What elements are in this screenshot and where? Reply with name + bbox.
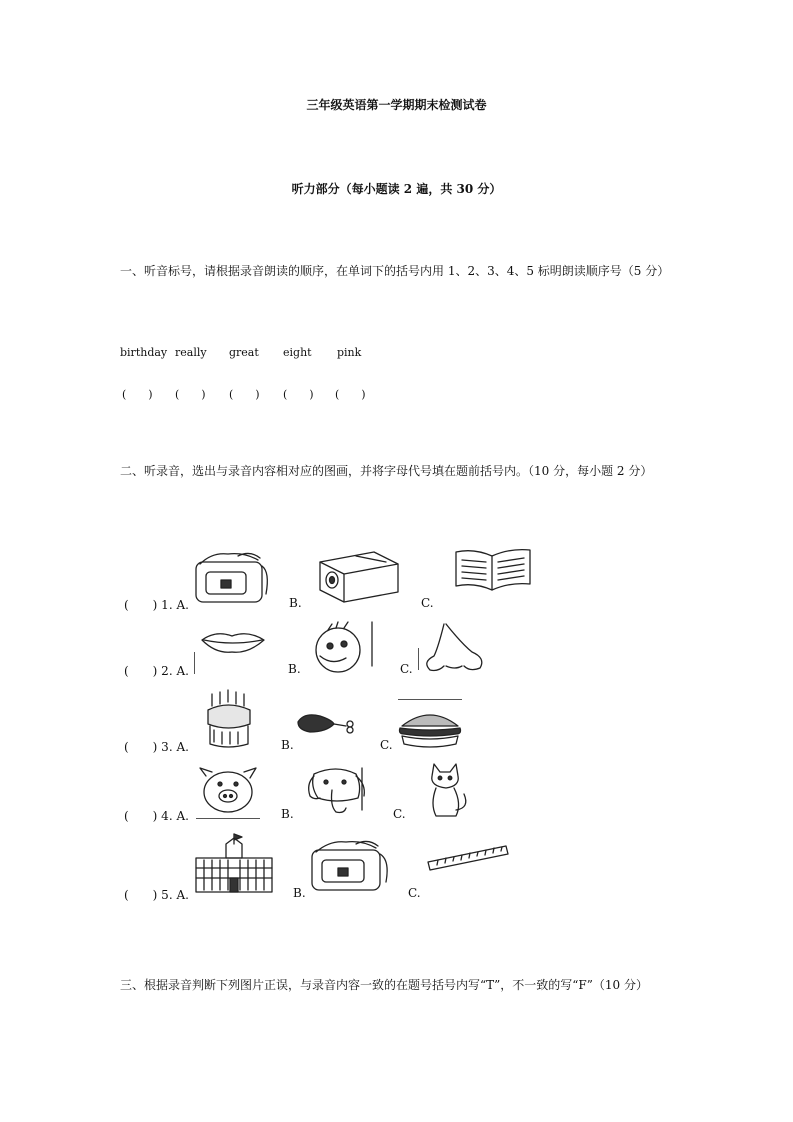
frame-line (194, 652, 195, 674)
question-label: ( ) 5. A. (124, 888, 189, 902)
listening-header: 听力部分（每小题读 2 遍，共 30 分） (291, 182, 502, 196)
frame-line (398, 699, 462, 700)
frame-line (196, 818, 260, 819)
option-b-label: B. (281, 738, 294, 752)
question-label: ( ) 4. A. (124, 809, 189, 823)
frame-line (418, 648, 419, 670)
answer-bracket[interactable]: ( ) (175, 388, 206, 401)
cat-icon (420, 762, 472, 820)
question-label: ( ) 1. A. (124, 598, 189, 612)
word-item: pink (337, 346, 362, 359)
word-item: birthday (120, 346, 168, 359)
book-icon (452, 546, 534, 594)
schoolbag-icon (192, 550, 272, 606)
section1-instruction: 一、听音标号，请根据录音朗读的顺序，在单词下的括号内用 1、2、3、4、5 标明朗读顺序号（5 分） (120, 264, 670, 278)
answer-bracket[interactable]: ( ) (335, 388, 366, 401)
option-c-label: C. (421, 596, 434, 610)
section3-instruction: 三、根据录音判断下列图片正误，与录音内容一致的在题号括号内写“T”，不一致的写“F”（10 分） (120, 978, 648, 992)
pig-icon (198, 766, 258, 816)
answer-bracket[interactable]: ( ) (283, 388, 314, 401)
answer-bracket[interactable]: ( ) (229, 388, 260, 401)
option-b-label: B. (293, 886, 306, 900)
option-c-label: C. (408, 886, 421, 900)
schoolbag-icon (308, 838, 392, 894)
chicken-leg-icon (296, 710, 356, 736)
pencil-sharpener-icon (316, 546, 402, 606)
option-b-label: B. (289, 596, 302, 610)
hamburger-icon (396, 704, 464, 750)
section2-instruction: 二、听录音，选出与录音内容相对应的图画，并将字母代号填在题前括号内。（10 分，每小题 2 分） (120, 464, 653, 478)
ruler-icon (426, 844, 510, 874)
option-b-label: B. (288, 662, 301, 676)
word-item: really (175, 346, 207, 359)
option-c-label: C. (400, 662, 413, 676)
nose-icon (422, 622, 488, 672)
school-building-icon (194, 834, 274, 896)
question-label: ( ) 3. A. (124, 740, 189, 754)
option-b-label: B. (281, 807, 294, 821)
word-item: great (229, 346, 259, 359)
face-icon (306, 622, 378, 674)
option-c-label: C. (380, 738, 393, 752)
birthday-cake-icon (202, 688, 256, 750)
word-item: eight (283, 346, 312, 359)
answer-bracket[interactable]: ( ) (122, 388, 153, 401)
page-title: 三年级英语第一学期期末检测试卷 (306, 98, 487, 112)
mouth-icon (200, 628, 266, 656)
question-label: ( ) 2. A. (124, 664, 189, 678)
option-c-label: C. (393, 807, 406, 821)
elephant-icon (306, 766, 368, 818)
